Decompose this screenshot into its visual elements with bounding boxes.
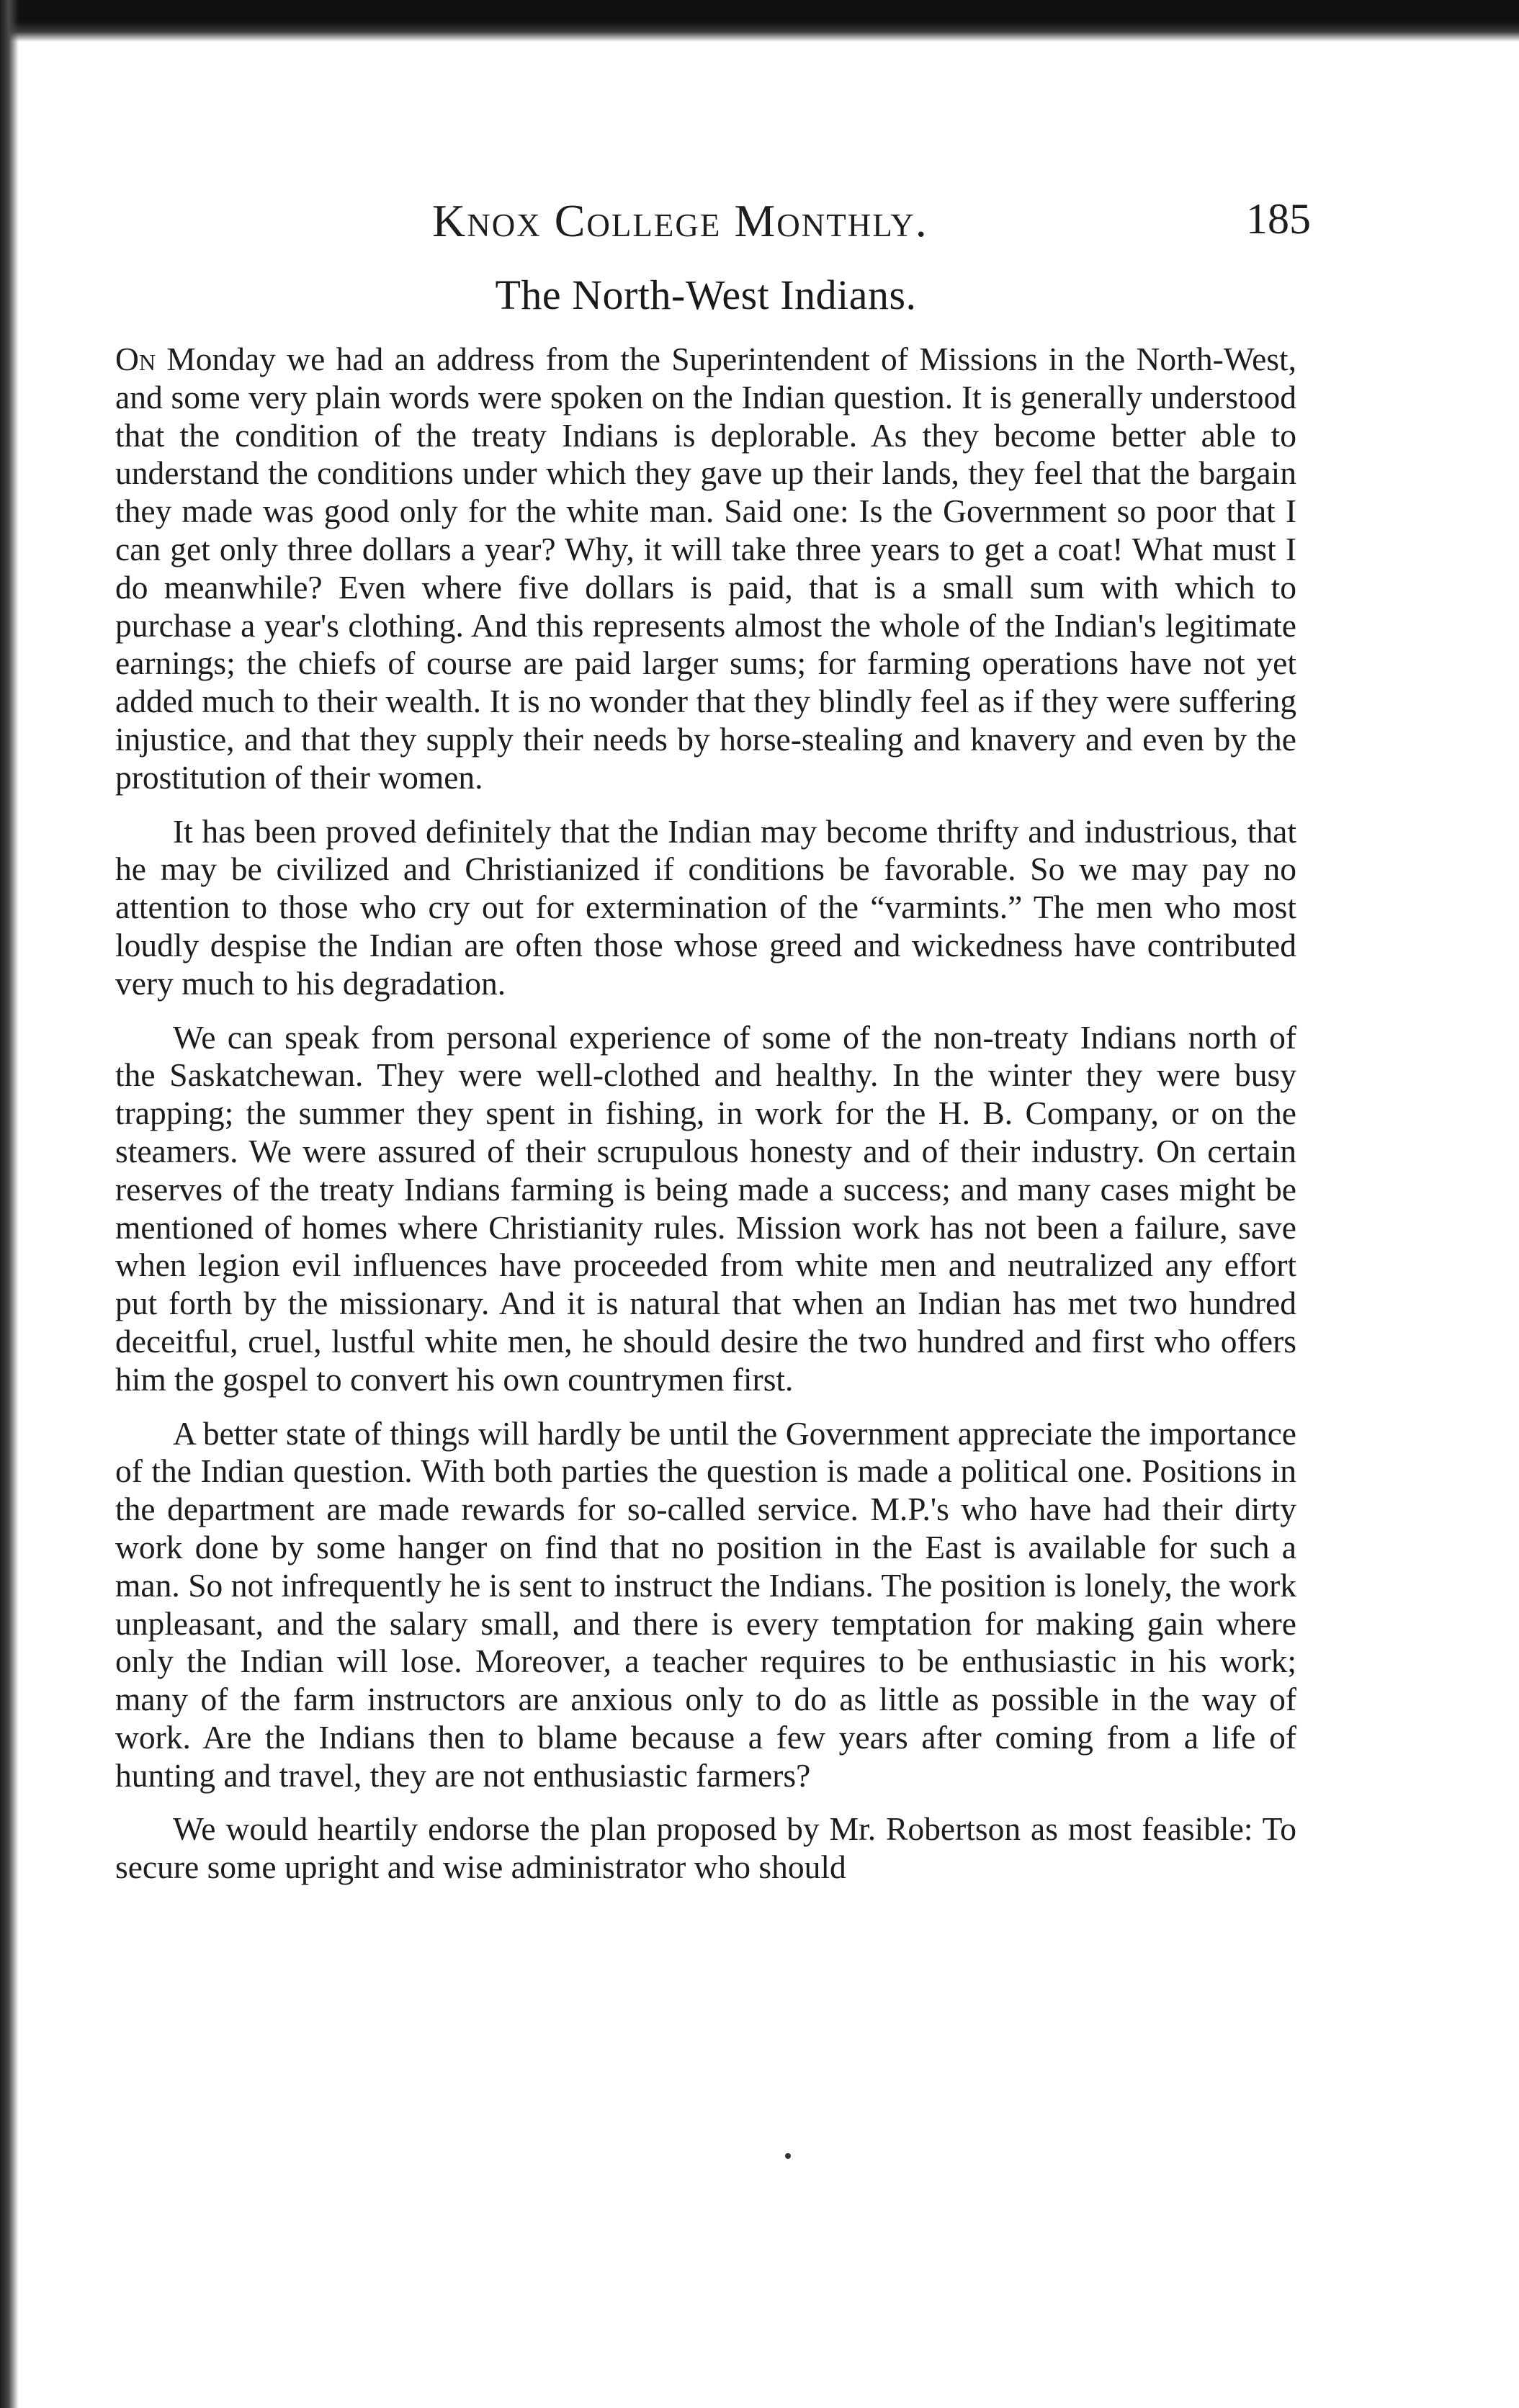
running-head	[115, 194, 1311, 259]
journal-title: Knox College Monthly.	[432, 195, 928, 246]
scan-edge-left	[0, 0, 19, 2408]
article-paragraph-4: A better state of things will hardly be until the Government appreciate the importance of the Indian question. With both parties the question is made a political one. Positions in the department are made rewards for so-called service. M.P.'s who have had their dirty work done by some hanger on find that no position in the East is available for such a man. So not infrequently he is sent to instruct the Indians. The position is lonely, the work unpleasant, and the salary small, and there is every temptation for making gain where only the Indian will lose. Moreover, a teacher requires to be enthusiastic in his work; many of the farm instructors are anxious only to do as little as possible in the way of work. Are the Indians then to blame because a few years after coming from a life of hunting and travel, they are not enthusiastic farmers?	[115, 1414, 1296, 1794]
article-paragraph-3: We can speak from personal experience of some of the non-treaty Indians north of the Saskatchewan. They were well-clothed and healthy. In the winter they were busy trapping; the summer they spent in fishing, in work for the H. B. Company, or on the steamers. We were assured of their scrupulous honesty and of their industry. On certain reserves of the treaty Indians farming is being made a success; and many cases might be mentioned of homes where Christianity rules. Mission work has not been a failure, save when legion evil influences have proceeded from white men and neutralized any effort put forth by the missionary. And it is natural that when an Indian has met two hundred deceitful, cruel, lustful white men, he should desire the two hundred and first who offers him the gospel to convert his own countrymen first.	[115, 1018, 1296, 1398]
scan-speck	[785, 2153, 791, 2159]
article-paragraph-5: We would heartily endorse the plan proposed by Mr. Robertson as most feasible: To secure some upright and wise administrator who should	[115, 1810, 1296, 1886]
article-paragraph-2: It has been proved definitely that the Indian may become thrifty and industrious, that he may be civilized and Christianized if conditions be favorable. So we may pay no attention to those who cry out for extermination of the “varmints.” The men who most loudly despise the Indian are often those whose greed and wickedness have contributed very much to his degradation.	[115, 812, 1296, 1002]
paragraph-1-text: Monday we had an address from the Superintendent of Missions in the North-West, and some very plain words were spoken on the Indian question. It is generally understood that the condition of the treaty Indians is deplorable. As they become better able to understand the conditions under which they gave up their lands, they feel that the bargain they made was good only for the white man. Said one: Is the Government so poor that I can get only three dollars a year? Why, it will take three years to get a coat! What must I do meanwhile? Even where five dollars is paid, that is a small sum with which to purchase a year's clothing. And this represents almost the whole of the Indian's legitimate earnings; the chiefs of course are paid larger sums; for farming operations have not yet added much to their wealth. It is no wonder that they blindly feel as if they were suffering injustice, and that they supply their needs by horse-stealing and knavery and even by the prostitution of their women.	[115, 341, 1297, 796]
article-title: The North-West Indians.	[495, 271, 917, 318]
document-page	[115, 194, 1311, 1902]
page-number: 185	[1246, 195, 1311, 243]
scan-edge-top	[0, 0, 1519, 42]
opening-words: On	[115, 341, 156, 377]
article-paragraph-1	[115, 341, 1296, 797]
